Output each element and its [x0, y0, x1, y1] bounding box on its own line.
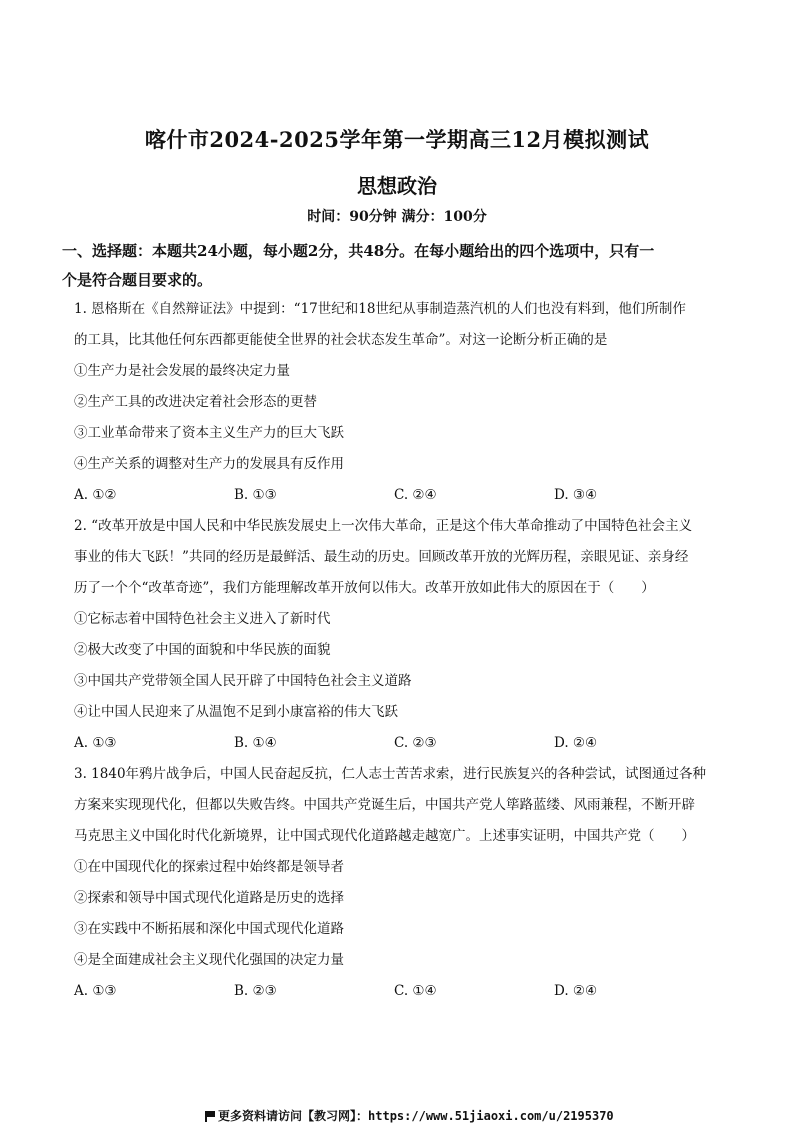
section-heading-line: 一、选择题：本题共24小题，每小题2分，共48分。在每小题给出的四个选项中，只有一 [62, 242, 655, 260]
option-a[interactable]: A. ①③ [74, 735, 117, 751]
option-c[interactable]: C. ②③ [394, 735, 437, 751]
statement: ③工业革命带来了资本主义生产力的巨大飞跃 [74, 425, 344, 441]
answer-options [74, 728, 734, 759]
option-b[interactable]: B. ①③ [234, 487, 277, 503]
option-c[interactable]: C. ②④ [394, 487, 437, 503]
statement: ③在实践中不断拓展和深化中国式现代化道路 [74, 921, 344, 937]
option-a[interactable]: A. ①② [74, 487, 117, 503]
question-stem-line: 事业的伟大飞跃！”共同的经历是最鲜活、最生动的历史。回顾改革开放的光辉历程，亲眼见证、亲身经 [74, 549, 689, 565]
footer-link[interactable]: https://www.51jiaoxi.com/u/2195370 [368, 1109, 614, 1123]
option-a[interactable]: A. ①③ [74, 983, 117, 999]
flag-icon [205, 1111, 215, 1120]
statement: ②极大改变了中国的面貌和中华民族的面貌 [74, 642, 331, 658]
question-2 [74, 511, 734, 759]
statement: ②探索和领导中国式现代化道路是历史的选择 [74, 890, 344, 906]
exam-title: 喀什市2024-2025学年第一学期高三12月模拟测试 [144, 127, 650, 152]
question-stem-line: 方案来实现现代化，但都以失败告终。中国共产党诞生后，中国共产党人筚路蓝缕、风雨兼程，不断开辟 [74, 797, 695, 813]
statement: ③中国共产党带领全国人民开辟了中国特色社会主义道路 [74, 673, 412, 689]
statement: ④是全面建成社会主义现代化强国的决定力量 [74, 952, 344, 968]
answer-options [74, 480, 734, 511]
section-heading-line: 个是符合题目要求的。 [62, 271, 213, 289]
statement: ④让中国人民迎来了从温饱不足到小康富裕的伟大飞跃 [74, 704, 398, 720]
statement: ①它标志着中国特色社会主义进入了新时代 [74, 611, 331, 627]
statement: ④生产关系的调整对生产力的发展具有反作用 [74, 456, 344, 472]
exam-info: 时间：90分钟 满分：100分 [307, 209, 487, 225]
footer-prefix: 更多资料请访问【教习网】： [218, 1109, 369, 1123]
footer-note [205, 1107, 614, 1124]
statement: ①在中国现代化的探索过程中始终都是领导者 [74, 859, 344, 875]
statement: ①生产力是社会发展的最终决定力量 [74, 363, 290, 379]
option-d[interactable]: D. ③④ [554, 487, 598, 503]
option-b[interactable]: B. ①④ [234, 735, 277, 751]
section-heading [62, 237, 740, 295]
question-3 [74, 759, 734, 1007]
question-1 [74, 294, 734, 511]
question-stem-line: 的工具，比其他任何东西都更能使全世界的社会状态发生革命”。对这一论断分析正确的是 [74, 332, 608, 348]
subject-title: 思想政治 [357, 174, 437, 198]
question-stem-line: 历了一个个“改革奇迹”，我们方能理解改革开放何以伟大。改革开放如此伟大的原因在于（ ） [74, 580, 655, 596]
statement: ②生产工具的改进决定着社会形态的更替 [74, 394, 317, 410]
question-stem-line: 2. “改革开放是中国人民和中华民族发展史上一次伟大革命，正是这个伟大革命推动了中国特色社会主义 [74, 518, 693, 534]
question-stem-line: 3. 1840年鸦片战争后，中国人民奋起反抗，仁人志士苦苦求索，进行民族复兴的各种尝试，试图通过各种 [74, 766, 707, 782]
option-c[interactable]: C. ①④ [394, 983, 437, 999]
option-d[interactable]: D. ②④ [554, 735, 598, 751]
question-stem-line: 马克思主义中国化时代化新境界，让中国式现代化道路越走越宽广。上述事实证明，中国共产党（ ） [74, 828, 695, 844]
option-d[interactable]: D. ②④ [554, 983, 598, 999]
option-b[interactable]: B. ②③ [234, 983, 277, 999]
answer-options [74, 976, 734, 1007]
question-stem-line: 1. 恩格斯在《自然辩证法》中提到：“17世纪和18世纪从事制造蒸汽机的人们也没有料到，他们所制作 [74, 301, 686, 317]
